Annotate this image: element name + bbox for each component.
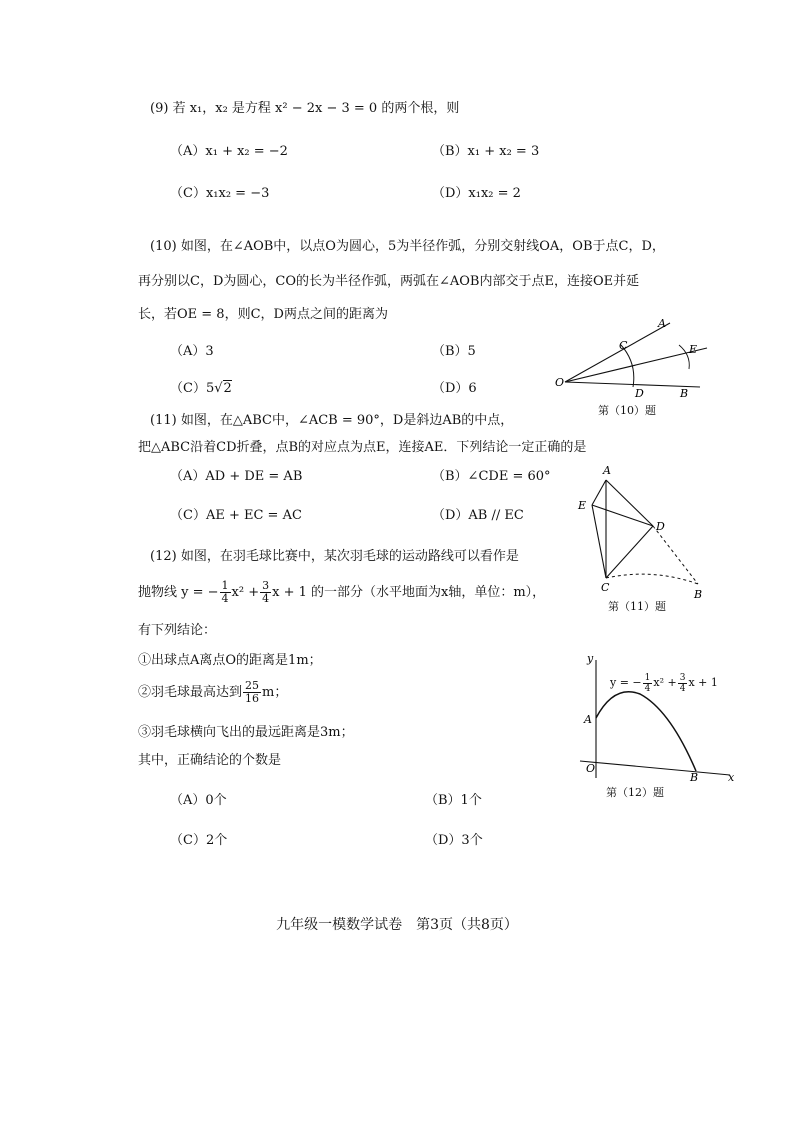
segment-ed — [592, 505, 653, 526]
q12-fraction-1-denominator: 4 — [221, 592, 229, 605]
q12-figure-svg — [578, 650, 743, 785]
q11-label-d: D — [656, 520, 665, 533]
q12-label-o: O — [586, 762, 596, 775]
q10-figure — [555, 315, 725, 405]
q10-option-c-text: （C）5 — [170, 381, 215, 396]
q12-conclusion-3: ③羽毛球横向飞出的最远距离是3m； — [138, 725, 354, 740]
q11-option-d: （D）AB // EC — [432, 508, 524, 523]
q12-figure-caption: 第（12）题 — [606, 786, 664, 799]
q10-option-d: （D）6 — [432, 381, 477, 396]
arc-e — [679, 345, 689, 369]
q12-option-d: （D）3个 — [425, 833, 483, 848]
q10-label-e: E — [689, 343, 698, 356]
x-axis — [580, 761, 730, 775]
q12-conclusion-2-fraction — [243, 680, 261, 705]
q11-line1: (11) 如图，在△ABC中，∠ACB = 90°，D是斜边AB的中点， — [150, 413, 514, 428]
q12-equation-end: x + 1 的一部分（水平地面为x轴，单位：m）， — [272, 585, 546, 600]
q10-label-c: C — [619, 339, 628, 352]
q11-label-b: B — [694, 588, 703, 601]
q11-option-c: （C）AE + EC = AC — [170, 508, 302, 523]
q12-fraction-1-numerator: 1 — [221, 579, 229, 592]
q12-conclusion-2-denominator: 16 — [245, 692, 260, 705]
q11-label-e: E — [578, 499, 587, 512]
q9-option-d: （D）x₁x₂ = 2 — [432, 186, 521, 201]
q11-option-a: （A）AD + DE = AB — [170, 469, 303, 484]
q11-figure — [568, 460, 713, 605]
q10-line3: 长，若OE = 8，则C，D两点之间的距离为 — [138, 307, 388, 322]
q10-label-o: O — [555, 376, 565, 389]
q9-option-a: （A）x₁ + x₂ = −2 — [170, 144, 288, 159]
page-footer: 九年级一模数学试卷 第3页（共8页） — [276, 917, 518, 933]
q12-figure-fraction-2-numerator: 3 — [679, 672, 686, 683]
q12-conclusion-1: ①出球点A离点O的距离是1m； — [138, 653, 322, 668]
q10-line2: 再分别以C，D为圆心，CO的长为半径作弧，两弧在∠AOB内部交于点E，连接OE并延 — [138, 274, 640, 289]
q9-option-c: （C）x₁x₂ = −3 — [170, 186, 270, 201]
sqrt-symbol: √ — [214, 381, 223, 396]
q12-figure-fraction-1-denominator: 4 — [644, 683, 651, 694]
q12-figure-equation-middle: x² + — [653, 676, 677, 689]
q12-label-a: A — [584, 713, 592, 726]
q12-option-a: （A）0个 — [170, 793, 227, 808]
q10-option-c — [170, 380, 232, 398]
q12-fraction-2 — [260, 580, 271, 605]
q9-number: (9) — [150, 101, 169, 116]
q12-conclusion-2-text: ②羽毛球最高达到 — [138, 685, 243, 700]
q12-fraction-1 — [220, 580, 231, 605]
q12-label-y: y — [587, 652, 594, 665]
q11-label-c: C — [601, 581, 610, 594]
q12-line1: (12) 如图，在羽毛球比赛中，某次羽毛球的运动路线可以看作是 — [150, 549, 519, 564]
q12-fraction-2-numerator: 3 — [262, 579, 270, 592]
q10-label-b: B — [680, 387, 689, 400]
q11-figure-svg — [568, 460, 713, 605]
q12-label-x: x — [728, 771, 735, 784]
q10-line1: (10) 如图，在∠AOB中，以点O为圆心，5为半径作弧，分别交射线OA，OB于点C，D， — [150, 239, 665, 254]
q12-line2 — [138, 580, 545, 606]
q9-stem — [150, 100, 459, 118]
segment-ad — [606, 480, 653, 526]
segment-ec — [592, 505, 606, 578]
q10-figure-caption: 第（10）题 — [598, 404, 656, 417]
q12-figure-fraction-1-numerator: 1 — [644, 672, 651, 683]
q10-figure-svg — [555, 315, 725, 405]
q12-question: 其中，正确结论的个数是 — [138, 753, 282, 768]
q12-figure-fraction-2 — [678, 673, 688, 694]
q12-figure-equation-end: x + 1 — [688, 676, 718, 689]
q12-option-b: （B）1个 — [425, 793, 482, 808]
segment-dc — [606, 526, 653, 578]
ray-oa — [565, 323, 670, 382]
q12-figure-fraction-2-denominator: 4 — [679, 683, 686, 694]
q12-equation-middle: x² + — [231, 585, 260, 600]
q10-option-b: （B）5 — [432, 344, 476, 359]
parabola-path — [596, 692, 696, 771]
q10-option-c-radicand: 2 — [223, 381, 232, 396]
q12-fraction-2-denominator: 4 — [262, 592, 270, 605]
q12-equation-start: 抛物线 y = − — [138, 585, 219, 600]
q12-figure — [578, 650, 743, 785]
q11-label-a: A — [603, 464, 611, 477]
q12-line3: 有下列结论： — [138, 623, 217, 638]
q9-text: 若 x₁，x₂ 是方程 x² − 2x − 3 = 0 的两个根，则 — [172, 101, 460, 116]
q10-label-a: A — [658, 317, 666, 330]
q11-option-b: （B）∠CDE = 60° — [432, 469, 551, 484]
q12-conclusion-2-numerator: 25 — [245, 679, 260, 692]
segment-cb — [606, 574, 698, 584]
q10-option-a: （A）3 — [170, 344, 214, 359]
segment-ae — [592, 480, 606, 505]
q9-option-b: （B）x₁ + x₂ = 3 — [432, 144, 540, 159]
q12-option-c: （C）2个 — [170, 833, 228, 848]
q12-figure-fraction-1 — [643, 673, 653, 694]
q10-label-d: D — [635, 387, 644, 400]
q11-line2: 把△ABC沿着CD折叠，点B的对应点为点E，连接AE．下列结论一定正确的是 — [138, 440, 587, 455]
q12-conclusion-2-unit: m； — [262, 685, 288, 700]
q12-figure-equation — [610, 672, 718, 694]
q12-label-b: B — [690, 771, 699, 784]
q12-conclusion-2 — [138, 680, 287, 706]
q11-figure-caption: 第（11）题 — [608, 600, 666, 613]
q12-figure-equation-start: y = − — [610, 676, 642, 689]
